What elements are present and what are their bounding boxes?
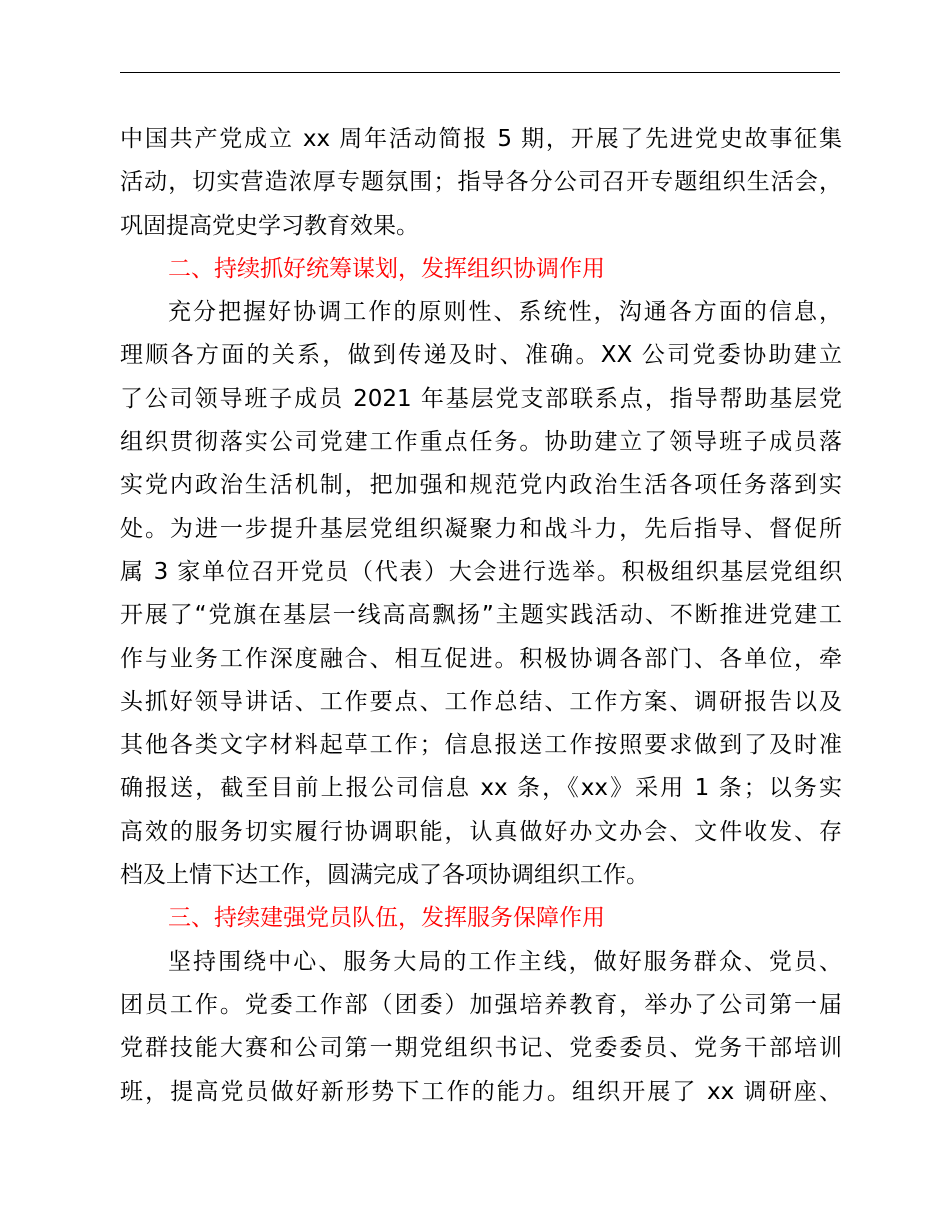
body-line: 开展了“党旗在基层一线高高飘扬”主题实践活动、不断推进党建工 [120,602,842,629]
body-line: 团员工作。党委工作部（团委）加强培养教育，举办了公司第一届 [120,991,842,1018]
section-heading-2: 二、持续抓好统筹谋划，发挥组织协调作用 [168,255,605,282]
section-heading-3: 三、持续建强党员队伍，发挥服务保障作用 [168,905,605,932]
body-line: 其他各类文字材料起草工作；信息报送工作按照要求做到了及时准 [120,732,842,759]
paragraph-first-line: 坚持围绕中心、服务大局的工作主线，做好服务群众、党员、 [168,948,842,975]
body-line: 中国共产党成立 xx 周年活动简报 5 期，开展了先进党史故事征集 [120,126,842,152]
body-line: 确报送，截至目前上报公司信息 xx 条，《xx》采用 1 条；以务实 [120,775,842,802]
header-rule [120,72,840,73]
body-line: 处。为进一步提升基层党组织凝聚力和战斗力，先后指导、督促所 [120,515,842,542]
body-line: 属 3 家单位召开党员（代表）大会进行选举。积极组织基层党组织 [120,558,842,585]
body-line: 头抓好领导讲话、工作要点、工作总结、工作方案、调研报告以及 [120,688,842,715]
body-line: 了公司领导班子成员 2021 年基层党支部联系点，指导帮助基层党 [120,385,842,412]
body-line: 组织贯彻落实公司党建工作重点任务。协助建立了领导班子成员落 [120,429,842,456]
body-line: 实党内政治生活机制，把加强和规范党内政治生活各项任务落到实 [120,472,842,499]
body-line: 党群技能大赛和公司第一期党组织书记、党委委员、党务干部培训 [120,1035,842,1062]
body-line: 高效的服务切实履行协调职能，认真做好办文办会、文件收发、存 [120,818,842,845]
paragraph-first-line: 充分把握好协调工作的原则性、系统性，沟通各方面的信息， [168,299,842,326]
document-body [120,118,842,1114]
body-line: 作与业务工作深度融合、相互促进。积极协调各部门、各单位，牵 [120,645,842,672]
body-line: 档及上情下达工作，圆满完成了各项协调组织工作。 [120,862,649,889]
body-line: 理顺各方面的关系，做到传递及时、准确。XX 公司党委协助建立 [120,342,842,369]
body-line: 班，提高党员做好新形势下工作的能力。组织开展了 xx 调研座、 [120,1078,842,1105]
body-line: 活动，切实营造浓厚专题氛围；指导各分公司召开专题组织生活会， [120,169,842,196]
body-line: 巩固提高党史学习教育效果。 [120,212,419,239]
